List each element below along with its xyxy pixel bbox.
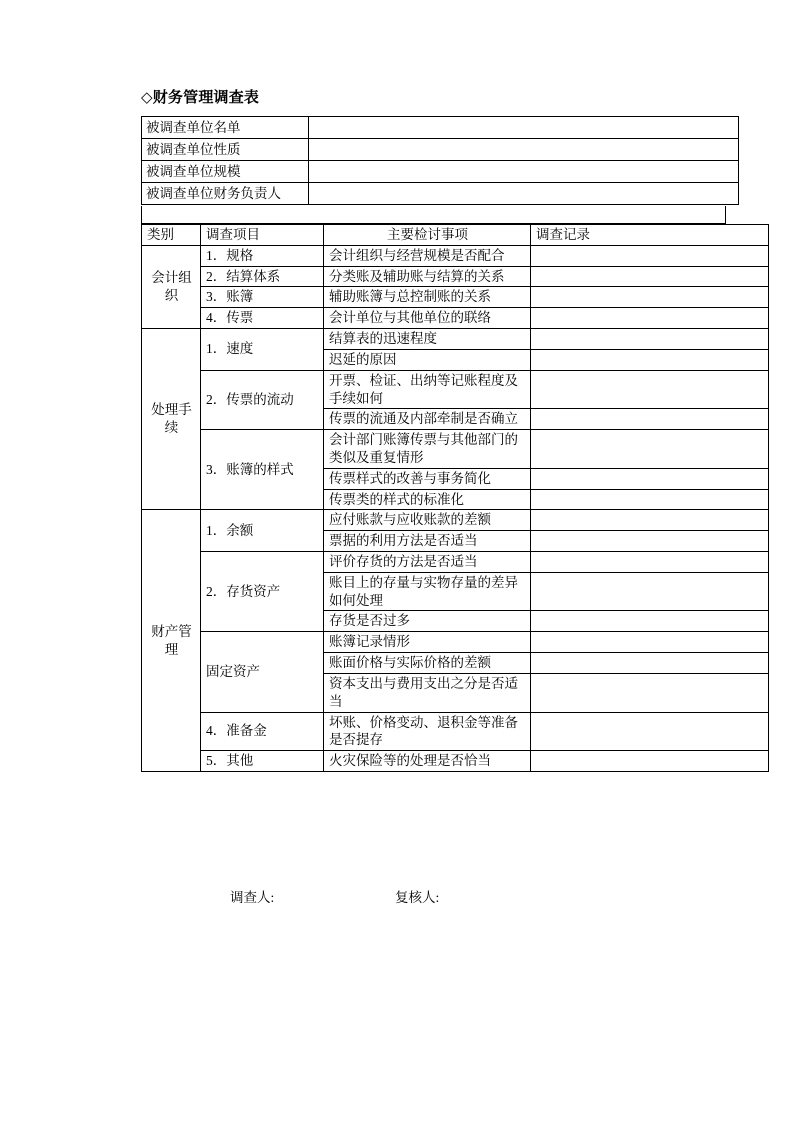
survey-item-label: 1．余额 bbox=[201, 510, 324, 552]
survey-item-label: 2．传票的流动 bbox=[201, 370, 324, 429]
survey-point-text: 传票的流通及内部牵制是否确立 bbox=[324, 409, 531, 430]
survey-table-head bbox=[142, 225, 769, 246]
survey-category-label: 财产管理 bbox=[142, 510, 201, 772]
unit-info-label: 被调查单位名单 bbox=[142, 117, 309, 139]
survey-item-label: 5．其他 bbox=[201, 751, 324, 772]
survey-point-text: 结算表的迅速程度 bbox=[324, 329, 531, 350]
survey-point-text: 辅助账簿与总控制账的关系 bbox=[324, 287, 531, 308]
survey-table-row bbox=[142, 510, 769, 531]
unit-info-value-field[interactable] bbox=[309, 117, 739, 139]
survey-category-label: 处理手续 bbox=[142, 329, 201, 510]
survey-point-text: 会计单位与其他单位的联络 bbox=[324, 308, 531, 329]
survey-record-field[interactable] bbox=[531, 329, 769, 350]
survey-table-row bbox=[142, 308, 769, 329]
unit-info-value-field[interactable] bbox=[309, 161, 739, 183]
survey-record-field[interactable] bbox=[531, 266, 769, 287]
survey-record-field[interactable] bbox=[531, 468, 769, 489]
survey-table-row bbox=[142, 552, 769, 573]
unit-info-row bbox=[142, 139, 739, 161]
survey-point-text: 存货是否过多 bbox=[324, 611, 531, 632]
survey-record-field[interactable] bbox=[531, 287, 769, 308]
survey-record-field[interactable] bbox=[531, 245, 769, 266]
survey-category-label: 会计组织 bbox=[142, 245, 201, 328]
survey-item-label: 1．速度 bbox=[201, 329, 324, 371]
survey-record-field[interactable] bbox=[531, 653, 769, 674]
header-points: 主要检讨事项 bbox=[324, 225, 531, 246]
survey-record-field[interactable] bbox=[531, 370, 769, 409]
survey-item-label: 2．结算体系 bbox=[201, 266, 324, 287]
unit-info-row bbox=[142, 161, 739, 183]
survey-item-label: 3．账簿 bbox=[201, 287, 324, 308]
survey-record-field[interactable] bbox=[531, 673, 769, 712]
survey-record-field[interactable] bbox=[531, 751, 769, 772]
survey-point-text: 开票、检证、出纳等记账程度及手续如何 bbox=[324, 370, 531, 409]
survey-item-label: 4．传票 bbox=[201, 308, 324, 329]
survey-point-text: 传票类的样式的标准化 bbox=[324, 489, 531, 510]
unit-info-table bbox=[141, 116, 739, 205]
unit-info-label: 被调查单位规模 bbox=[142, 161, 309, 183]
survey-item-label: 固定资产 bbox=[201, 632, 324, 712]
survey-point-text: 账簿记录情形 bbox=[324, 632, 531, 653]
unit-info-row bbox=[142, 183, 739, 205]
survey-item-label: 3．账簿的样式 bbox=[201, 430, 324, 510]
survey-record-field[interactable] bbox=[531, 712, 769, 751]
survey-table-row bbox=[142, 266, 769, 287]
survey-record-field[interactable] bbox=[531, 611, 769, 632]
survey-table-row bbox=[142, 287, 769, 308]
survey-record-field[interactable] bbox=[531, 572, 769, 611]
survey-header-row bbox=[142, 225, 769, 246]
survey-point-text: 迟延的原因 bbox=[324, 349, 531, 370]
survey-item-label: 4．准备金 bbox=[201, 712, 324, 751]
unit-info-label: 被调查单位性质 bbox=[142, 139, 309, 161]
survey-table-row bbox=[142, 712, 769, 751]
unit-info-label: 被调查单位财务负责人 bbox=[142, 183, 309, 205]
survey-point-text: 分类账及辅助账与结算的关系 bbox=[324, 266, 531, 287]
survey-table-row bbox=[142, 245, 769, 266]
reviewer-label: 复核人: bbox=[395, 890, 440, 905]
unit-info-value-field[interactable] bbox=[309, 183, 739, 205]
header-category: 类别 bbox=[142, 225, 201, 246]
survey-point-text: 应付账款与应收账款的差额 bbox=[324, 510, 531, 531]
table-spacer-row bbox=[141, 206, 726, 224]
survey-table-row bbox=[142, 632, 769, 653]
unit-info-row bbox=[142, 117, 739, 139]
survey-point-text: 票据的利用方法是否适当 bbox=[324, 531, 531, 552]
survey-table-body bbox=[142, 245, 769, 771]
header-item: 调查项目 bbox=[201, 225, 324, 246]
survey-record-field[interactable] bbox=[531, 632, 769, 653]
surveyor-label: 调查人: bbox=[230, 890, 275, 905]
survey-point-text: 会计部门账簿传票与其他部门的类似及重复情形 bbox=[324, 430, 531, 469]
survey-table bbox=[141, 224, 769, 772]
survey-table-row bbox=[142, 430, 769, 469]
survey-record-field[interactable] bbox=[531, 510, 769, 531]
signature-footer bbox=[141, 886, 728, 906]
survey-point-text: 评价存货的方法是否适当 bbox=[324, 552, 531, 573]
survey-record-field[interactable] bbox=[531, 552, 769, 573]
survey-item-label: 2．存货资产 bbox=[201, 552, 324, 632]
survey-point-text: 账目上的存量与实物存量的差异如何处理 bbox=[324, 572, 531, 611]
survey-table-row bbox=[142, 751, 769, 772]
unit-info-value-field[interactable] bbox=[309, 139, 739, 161]
survey-table-row bbox=[142, 329, 769, 350]
survey-point-text: 资本支出与费用支出之分是否适当 bbox=[324, 673, 531, 712]
survey-point-text: 传票样式的改善与事务简化 bbox=[324, 468, 531, 489]
survey-table-row bbox=[142, 370, 769, 409]
survey-record-field[interactable] bbox=[531, 489, 769, 510]
survey-record-field[interactable] bbox=[531, 430, 769, 469]
survey-record-field[interactable] bbox=[531, 409, 769, 430]
header-record: 调查记录 bbox=[531, 225, 769, 246]
survey-record-field[interactable] bbox=[531, 308, 769, 329]
page-title: ◇财务管理调查表 bbox=[141, 90, 260, 106]
survey-record-field[interactable] bbox=[531, 349, 769, 370]
unit-info-body bbox=[142, 117, 739, 205]
survey-record-field[interactable] bbox=[531, 531, 769, 552]
survey-point-text: 会计组织与经营规模是否配合 bbox=[324, 245, 531, 266]
survey-point-text: 火灾保险等的处理是否恰当 bbox=[324, 751, 531, 772]
survey-point-text: 账面价格与实际价格的差额 bbox=[324, 653, 531, 674]
survey-point-text: 坏账、价格变动、退积金等准备是否提存 bbox=[324, 712, 531, 751]
survey-item-label: 1．规格 bbox=[201, 245, 324, 266]
